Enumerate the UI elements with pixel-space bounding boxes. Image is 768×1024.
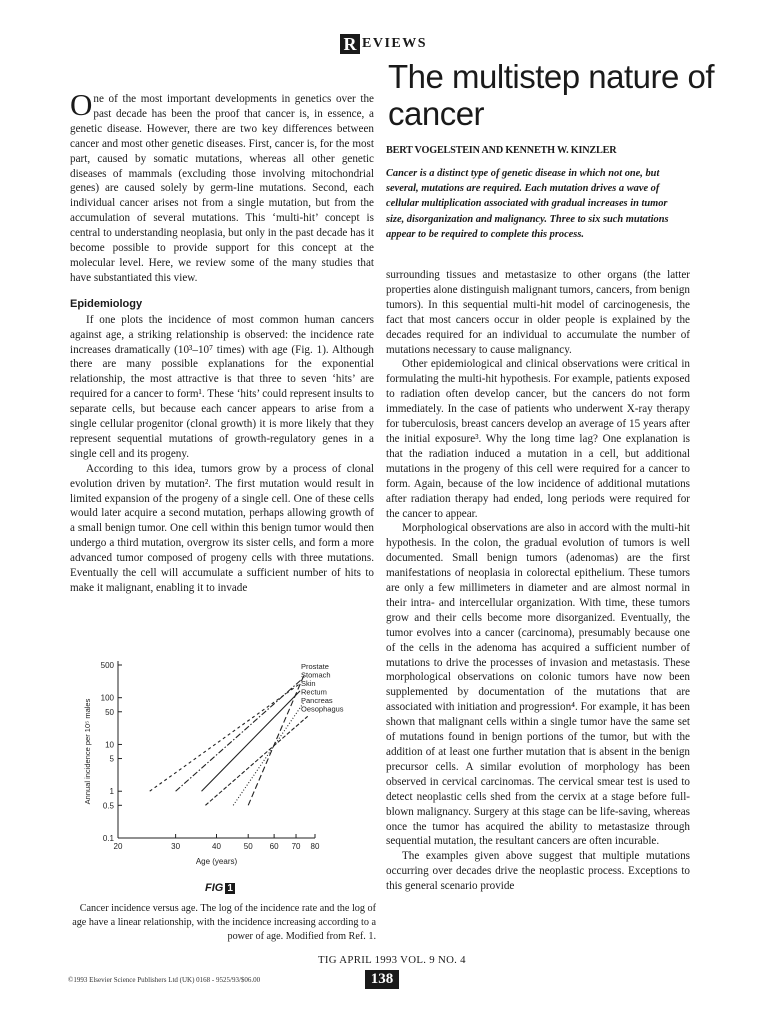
series-line-oesophagus bbox=[205, 716, 307, 805]
intro-text: ne of the most important developments in genetics over the past decade has been the proof that cancer is, in essence, a genetic disease. However, there are two key differences between cancer and most other genetic diseases. First, cancer is, for the most part, caused by somatic mutations, whereas all other genetic diseases of mammals (excluding those involving mitochondrial genes) are caused solely by germ-line mutations. Second, each individual cancer arises not from a single mutation, but from the accumulation of several mutations. This ‘multi-hit’ concept is central to understanding neoplasia, but only in the past decade has it become possible to provide support for this concept at the molecular level. Here, we review some of the many studies that have substantiated this view. bbox=[70, 93, 374, 284]
section-initial: R bbox=[340, 34, 360, 54]
y-tick-label: 5 bbox=[109, 754, 114, 764]
right-column bbox=[386, 268, 690, 894]
journal-issue-line: TIG APRIL 1993 VOL. 9 NO. 4 bbox=[318, 954, 466, 966]
series-label-skin: Skin bbox=[301, 679, 316, 688]
figure-1 bbox=[70, 653, 372, 878]
article-authors: BERT VOGELSTEIN AND KENNETH W. KINZLER bbox=[386, 145, 617, 156]
body-paragraph: The examples given above suggest that multiple mutations occurring over decades drive the neoplastic process. Exceptions to this general scenario provide bbox=[386, 850, 690, 893]
page-number: 138 bbox=[365, 970, 399, 989]
x-tick-label: 70 bbox=[291, 842, 301, 851]
x-tick-label: 60 bbox=[269, 842, 279, 851]
drop-cap: O bbox=[70, 87, 93, 122]
y-tick-label: 50 bbox=[105, 707, 114, 717]
x-axis-title: Age (years) bbox=[195, 857, 238, 866]
article-abstract: Cancer is a distinct type of genetic disease in which not one, but several, mutations are required. Each mutation drives a wave of cellular multiplication associated with gradual increases in tumor size, disorganization and malignancy. Three to six such mutations appear to be required to complete this process. bbox=[386, 168, 669, 240]
body-paragraph: surrounding tissues and metastasize to other organs (the latter properties alone distinguish malignant tumors, cancers, from benign tumors). In this sequential multi-hit model of carcinogenesis, the fact that most cancers occur in older people is explained by the decades required for an individual to accumulate the number of mutations necessary to cause malignancy. bbox=[386, 269, 690, 356]
body-paragraph: According to this idea, tumors grow by a process of clonal evolution driven by mutation². The first mutation would result in limited expansion of the progeny of a single cell. One of these cells would later acquire a second mutation, perhaps allowing growth of a small benign tumor. One cell within this benign tumor would then undergo a third mutation, overgrow its sister cells, and form a more advanced tumor composed of progeny cells with three mutations. Eventually the cell will accumulate a sufficient number of hits to make it malignant, enabling it to invade bbox=[70, 462, 374, 594]
series-label-rectum: Rectum bbox=[301, 687, 327, 697]
body-paragraph: If one plots the incidence of most common human cancers against age, a striking relationship is observed: the incidence rate increases dramatically (10³–10⁷ times) with age (Fig. 1). Although there are many possible explanations for the exponential relationship, the most attractive is that three to seven ‘hits’ are required for a cancer to form¹. These ‘hits’ could represent insults to separate cells, but because each cancer appears to arise from a single cellular progenitor (clonal growth) it is more likely that they represent sequential mutations of growth-regulatory genes in a single cell and its progeny. bbox=[70, 313, 374, 460]
figure-number: 1 bbox=[227, 883, 233, 894]
section-heading bbox=[340, 34, 427, 54]
x-tick-label: 50 bbox=[243, 842, 253, 851]
y-tick-label: 100 bbox=[100, 693, 114, 703]
copyright-notice: ©1993 Elsevier Science Publishers Ltd (UK) 0168 - 9525/93/$06.00 bbox=[68, 976, 261, 984]
series-label-prostate: Prostate bbox=[301, 662, 329, 671]
series-label-oesophagus: Oesophagus bbox=[301, 704, 344, 714]
y-tick-label: 0.1 bbox=[102, 834, 114, 843]
x-tick-label: 80 bbox=[310, 842, 320, 851]
series-line-rectum bbox=[202, 691, 301, 791]
section-label: EVIEWS bbox=[362, 36, 428, 51]
x-tick-label: 30 bbox=[171, 842, 181, 851]
y-tick-label: 10 bbox=[105, 740, 114, 750]
x-tick-label: 40 bbox=[212, 842, 221, 851]
body-paragraph: Morphological observations are also in accord with the multi-hit hypothesis. In the colon, the gradual evolution of tumors is well documented. Small benign tumors (adenomas) are the first manifestations of neoplasia in colorectal epithelium. These tumors are only a few millimeters in diameter and are almost normal in their intra- and intercellular organization. With time, these tumors grow and their cells become more disorganized. Eventually, the tumor evolves into a cancer (carcinoma), presumably because one of the cells in the adenoma has acquired a sufficient number of mutations to drive the processes of invasion and metastasis. These morphological observations on colonic tumors have now been supplemented by documentation of the mutations that are associated with initiation and progression⁴. For example, it has been shown that malignant cells within a single tumor have the same set of mutations found in benign portions of the tumor, but with the addition of at least one further mutation that is absent in the benign precursor cells. A similar evolution of morphology has been observed in cervical carcinomas. The cervical smear test is used to detect neoplastic cells shed from the cervix at a stage before full-blown malignancy. Surgery at this stage can be life-saving, whereas once the tumor has acquired the ability to metastasize through sequential mutation, the resultant cancers are often incurable. bbox=[386, 522, 690, 848]
y-axis-title: Annual incidence per 10⁵ males bbox=[83, 698, 92, 805]
series-label-pancreas: Pancreas bbox=[301, 696, 333, 705]
article-title: The multistep nature of cancer bbox=[388, 58, 715, 132]
section-heading-epidemiology: Epidemiology bbox=[70, 297, 143, 310]
x-tick-label: 20 bbox=[113, 842, 123, 851]
series-line-pancreas bbox=[233, 702, 304, 805]
series-label-stomach: Stomach bbox=[301, 670, 331, 680]
intro-paragraph bbox=[70, 87, 374, 286]
y-tick-label: 1 bbox=[109, 787, 114, 797]
body-paragraph: Other epidemiological and clinical observations were critical in formulating the multi-hit hypothesis. For example, patients exposed to radiation often develop cancer, but the cancers do not form immediately. In the case of patients who underwent X-ray therapy for tuberculosis, breast cancers develop an average of 15 years after the initial exposure³. Why the long time lag? One explanation is that the radiation induced a mutation in a cell, but additional mutations in the progeny of this cell were required for a cancer to form. Again, because of the low incidence of additional mutations after radiation therapy had ended, long periods were required for the cancer to appear. bbox=[386, 358, 690, 520]
y-tick-label: 0.5 bbox=[102, 801, 114, 811]
y-tick-label: 500 bbox=[100, 661, 114, 670]
figure-label bbox=[205, 882, 235, 894]
figure-caption: Cancer incidence versus age. The log of the incidence rate and the log of age have a linear relationship, with the incidence increasing according to a power of age. Modified from Ref. 1. bbox=[72, 903, 376, 942]
incidence-chart bbox=[70, 653, 372, 878]
left-column bbox=[70, 87, 374, 596]
figure-label-text: FIG bbox=[205, 882, 224, 894]
